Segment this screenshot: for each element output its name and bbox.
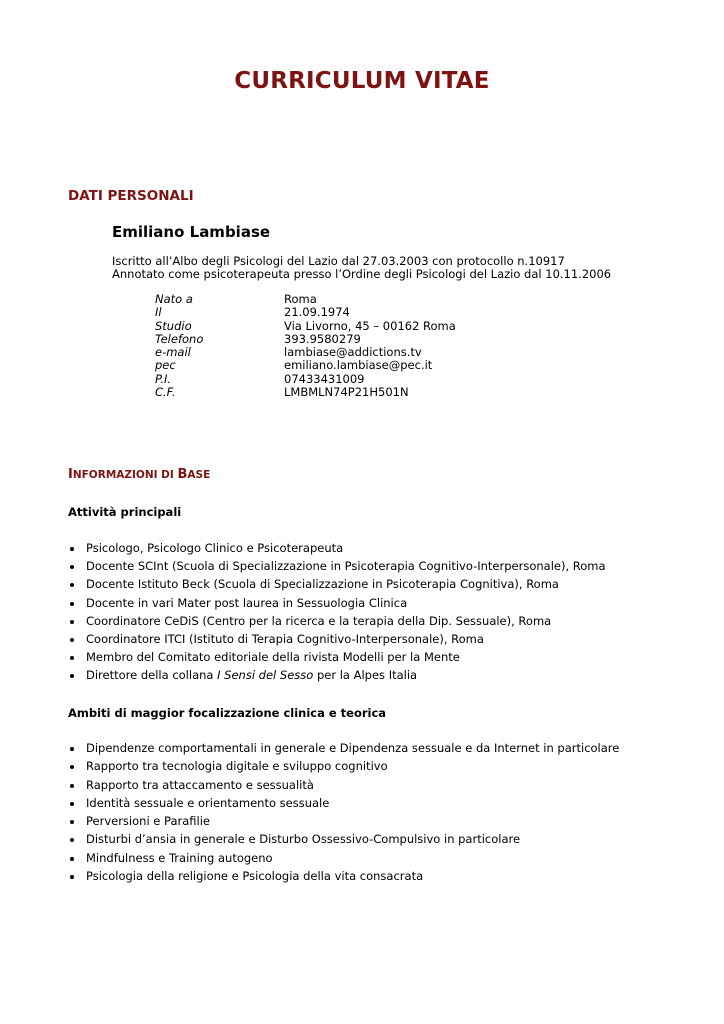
bullet-icon xyxy=(70,820,74,824)
document-page: CURRICULUM VITAE DATI PERSONALI Emiliano Lambiase Iscritto all’Albo degli Psicologi del Lazio dal 27.03.2003 con protocollo n.10917 Annotato come psicoterapeuta presso l’Ordine degli Psicologi del Lazio dal 10.11.2006 Nato a Roma Il 21.09.1974 Studio Via Livorno, 45 – 00162 Roma Telefono 393.9580279 e-mail lambiase@addictions.tv pec emiliano.lambiase@pec.it P.I. 07433431009 C.F. LMBMLN74P21H501N INFORMAZIONI DI BASE Attività principali Psicologo, Psicologo Clinico e Psicoterapeuta Docente SCInt (Scuola di Specializzazione in Psicoterapia Cognitivo-Interpersonale), Roma Docente Istituto Beck (Scuola di Specializzazione in Psicoterapia Cognitiva), Roma Docente in vari Mater post laurea in Sessuologia Clinica Coordinatore CeDiS (Centro per la ricerca e la terapia della Dip. Sessuale), Roma Coordinatore ITCI (Istituto di Terapia Cognitivo-Interpersonale), Roma Membro del Comitato editoriale della rivista Modelli per la Mente Direttore della collana I Sensi del Sesso per la Alpes Italia Ambiti di maggior focalizzazione clinica e teorica Dipendenze comportamentali in generale e Dipendenza sessuale e da Internet in particolare Rapporto tra tecnologia digitale e sviluppo cognitivo Rapporto tra attaccamento e sessualità Identità sessuale e orientamento sessuale Perversioni e Parafilie Disturbi d’ansia in generale e Disturbo Ossessivo-Compulsivo in particolare Mindfulness e Training autogeno Psicologia della religione e Psicologia della vita consacrata xyxy=(0,0,724,1024)
detail-value: lambiase@addictions.tv xyxy=(284,345,422,360)
bullet-icon xyxy=(70,602,74,606)
book-series-title: I Sensi del Sesso xyxy=(217,668,314,683)
detail-label: pec xyxy=(155,358,176,373)
bullet-icon xyxy=(70,638,74,642)
bullet-icon xyxy=(70,547,74,551)
person-name: Emiliano Lambiase xyxy=(112,223,271,241)
section-title-basic-info: INFORMAZIONI DI BASE xyxy=(68,467,211,482)
document-title: CURRICULUM VITAE xyxy=(234,68,490,94)
bullet-icon xyxy=(70,583,74,587)
detail-value: Via Livorno, 45 – 00162 Roma xyxy=(284,318,456,333)
subheading-focus-areas: Ambiti di maggior focalizzazione clinica e teorica xyxy=(68,706,387,720)
bullet-icon xyxy=(70,765,74,769)
bullet-icon xyxy=(70,656,74,660)
bullet-icon xyxy=(70,784,74,788)
detail-label: P.I. xyxy=(155,371,172,386)
detail-label: C.F. xyxy=(155,385,176,400)
bullet-icon xyxy=(70,838,74,842)
detail-label: Studio xyxy=(155,318,192,333)
detail-value: LMBMLN74P21H501N xyxy=(284,385,409,400)
bullet-icon xyxy=(70,747,74,751)
detail-value: Roma xyxy=(284,292,317,306)
bullet-icon xyxy=(70,857,74,861)
detail-label: Il xyxy=(155,305,162,320)
bullet-icon xyxy=(70,620,74,624)
section-title-personal-data: DATI PERSONALI xyxy=(68,188,194,204)
registration-line-albo: Iscritto all’Albo degli Psicologi del Lazio dal 27.03.2003 con protocollo n.10917 xyxy=(112,254,565,268)
detail-label: e-mail xyxy=(155,345,191,360)
detail-value: 21.09.1974 xyxy=(284,305,350,320)
detail-value: 07433431009 xyxy=(284,371,365,386)
bullet-icon xyxy=(70,674,74,678)
bullet-icon xyxy=(70,565,74,569)
detail-label: Telefono xyxy=(155,331,204,346)
bullet-icon xyxy=(70,875,74,879)
detail-value: emiliano.lambiase@pec.it xyxy=(284,358,433,373)
subheading-main-activities: Attività principali xyxy=(68,505,182,519)
registration-line-psychotherapist: Annotato come psicoterapeuta presso l’Ordine degli Psicologi del Lazio dal 10.11.2006 xyxy=(112,267,612,281)
bullet-icon xyxy=(70,802,74,806)
detail-label: Nato a xyxy=(155,292,193,306)
detail-value: 393.9580279 xyxy=(284,331,361,346)
